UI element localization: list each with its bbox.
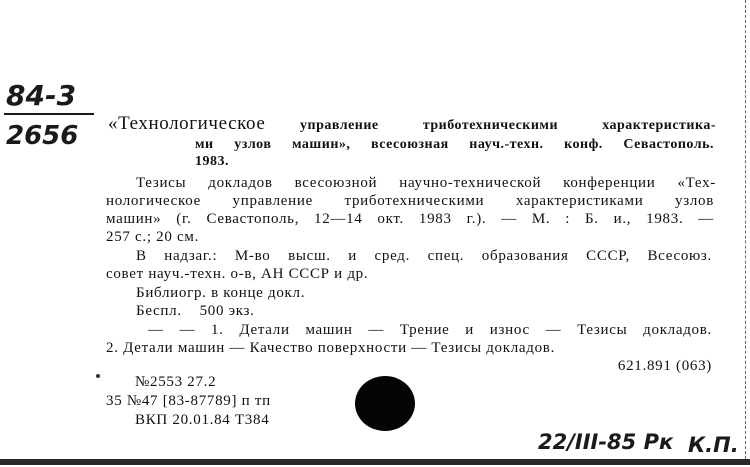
title-start: «Технологическое bbox=[108, 113, 266, 134]
body-line: Библиогр. в конце докл. bbox=[136, 285, 306, 301]
footer-line: №2553 27.2 bbox=[135, 374, 217, 390]
body-line: нологическое управление триботехническими характеристиками узлов bbox=[106, 193, 714, 209]
footer-line: ВКП 20.01.84 Т384 bbox=[135, 412, 270, 428]
body-line: Беспл. 500 экз. bbox=[136, 303, 255, 319]
classification-index: 621.891 (063) bbox=[617, 358, 712, 374]
footer-line: 35 №47 [83-87789] п тп bbox=[106, 393, 271, 409]
body-line: Тезисы докладов всесоюзной научно-технической конференции «Тех- bbox=[136, 175, 716, 191]
body-line: совет науч.-техн. о-в, АН СССР и др. bbox=[106, 266, 369, 282]
title-line-2: ми узлов машин», всесоюзная науч.-техн. конф. Севастополь. bbox=[195, 137, 714, 152]
body-line: В надзаг.: М-во высш. и сред. спец. образования СССР, Всесоюз. bbox=[136, 248, 712, 264]
call-number-divider bbox=[4, 113, 94, 115]
title-rest: управление триботехническими характеристика- bbox=[300, 118, 716, 133]
margin-dot bbox=[96, 374, 100, 378]
title-year: 1983. bbox=[195, 154, 229, 169]
punch-hole bbox=[355, 376, 415, 431]
body-line: 257 с.; 20 см. bbox=[106, 229, 200, 245]
subject-headings-line: — — 1. Детали машин — Трение и износ — Тезисы докладов. bbox=[148, 322, 712, 338]
card-right-edge bbox=[745, 0, 746, 459]
handwritten-initials: К.П. bbox=[688, 433, 739, 457]
body-line: машин» (г. Севастополь, 12—14 окт. 1983 г.). — М. : Б. и., 1983. — bbox=[106, 211, 714, 227]
card-bottom-edge bbox=[0, 459, 750, 465]
call-number-top: 84-3 bbox=[6, 79, 77, 112]
handwritten-date-note: 22/III-85 Рк bbox=[538, 430, 674, 454]
call-number-bottom: 2656 bbox=[6, 121, 79, 151]
subject-headings-line: 2. Детали машин — Качество поверхности — Тезисы докладов. bbox=[106, 340, 556, 356]
